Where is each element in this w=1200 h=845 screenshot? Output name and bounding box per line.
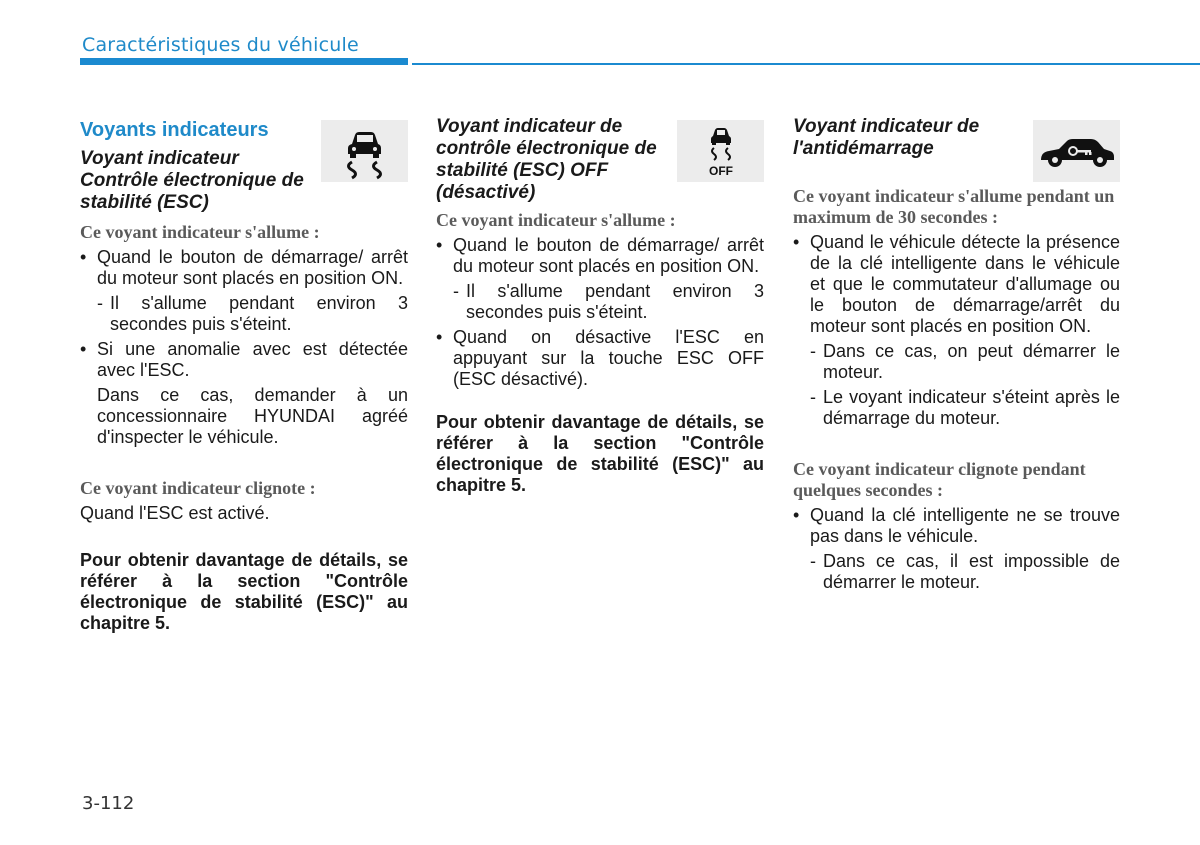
esc-blink-heading: Ce voyant indicateur clignote :: [80, 478, 316, 498]
immobilizer-subtitle: Voyant indicateur de l'antidémarrage: [793, 116, 980, 159]
esc-off-subtitle: Voyant indicateur de contrôle électronique de stabilité (ESC) OFF (désactivé): [436, 116, 657, 203]
esc-bullet-2: • Si une anomalie avec est détectée avec l'ESC.: [80, 339, 408, 381]
section-title: Voyants indicateurs: [80, 119, 269, 141]
page-number: 3-112: [82, 793, 135, 814]
immobilizer-icon: [1033, 120, 1120, 182]
esc-indent-para: Dans ce cas, demander à un concessionnaire HYUNDAI agréé d'inspecter le véhicule.: [97, 385, 408, 447]
immobilizer-dash-3: - Dans ce cas, il est impossible de démarrer le moteur.: [793, 551, 1120, 593]
esc-on-heading: Ce voyant indicateur s'allume :: [80, 222, 320, 242]
esc-off-note: Pour obtenir davantage de détails, se référer à la section "Contrôle électronique de stabilité (ESC)" au chapitre 5.: [436, 412, 764, 495]
immobilizer-dash-2: - Le voyant indicateur s'éteint après le démarrage du moteur.: [793, 387, 1120, 429]
esc-off-bullet-2: • Quand on désactive l'ESC en appuyant sur la touche ESC OFF (ESC désactivé).: [436, 327, 764, 390]
column-esc: [80, 116, 408, 634]
header-rule-thin: [412, 63, 1200, 65]
esc-off-icon: [677, 120, 764, 182]
immobilizer-on-heading: Ce voyant indicateur s'allume pendant un maximum de 30 secondes :: [793, 186, 1115, 227]
column-immobilizer: [793, 116, 1120, 597]
esc-dash-1: - Il s'allume pendant environ 3 secondes puis s'éteint.: [80, 293, 408, 335]
esc-note: Pour obtenir davantage de détails, se référer à la section "Contrôle électronique de stabilité (ESC)" au chapitre 5.: [80, 550, 408, 633]
esc-off-dash-1: - Il s'allume pendant environ 3 secondes puis s'éteint.: [436, 281, 764, 323]
immobilizer-dash-1: - Dans ce cas, on peut démarrer le moteur.: [793, 341, 1120, 383]
esc-icon: [321, 120, 408, 182]
esc-blink-text: Quand l'ESC est activé.: [80, 503, 270, 523]
immobilizer-bullet-1: • Quand le véhicule détecte la présence de la clé intelligente dans le véhicule et que le commutateur d'allumage ou le bouton de démarrage/arrêt du moteur sont placés en position ON.: [793, 232, 1120, 337]
esc-bullet-1: • Quand le bouton de démarrage/ arrêt du moteur sont placés en position ON.: [80, 247, 408, 289]
immobilizer-blink-heading: Ce voyant indicateur clignote pendant quelques secondes :: [793, 459, 1086, 500]
esc-off-on-heading: Ce voyant indicateur s'allume :: [436, 210, 676, 230]
immobilizer-bullet-2: • Quand la clé intelligente ne se trouve pas dans le véhicule.: [793, 505, 1120, 547]
header-rule-thick: [80, 58, 408, 65]
esc-off-icon-label: OFF: [709, 164, 733, 178]
esc-subtitle: Voyant indicateur Contrôle électronique de stabilité (ESC): [80, 148, 304, 213]
esc-off-bullet-1: • Quand le bouton de démarrage/ arrêt du moteur sont placés en position ON.: [436, 235, 764, 277]
page-header-title: Caractéristiques du véhicule: [82, 34, 359, 56]
